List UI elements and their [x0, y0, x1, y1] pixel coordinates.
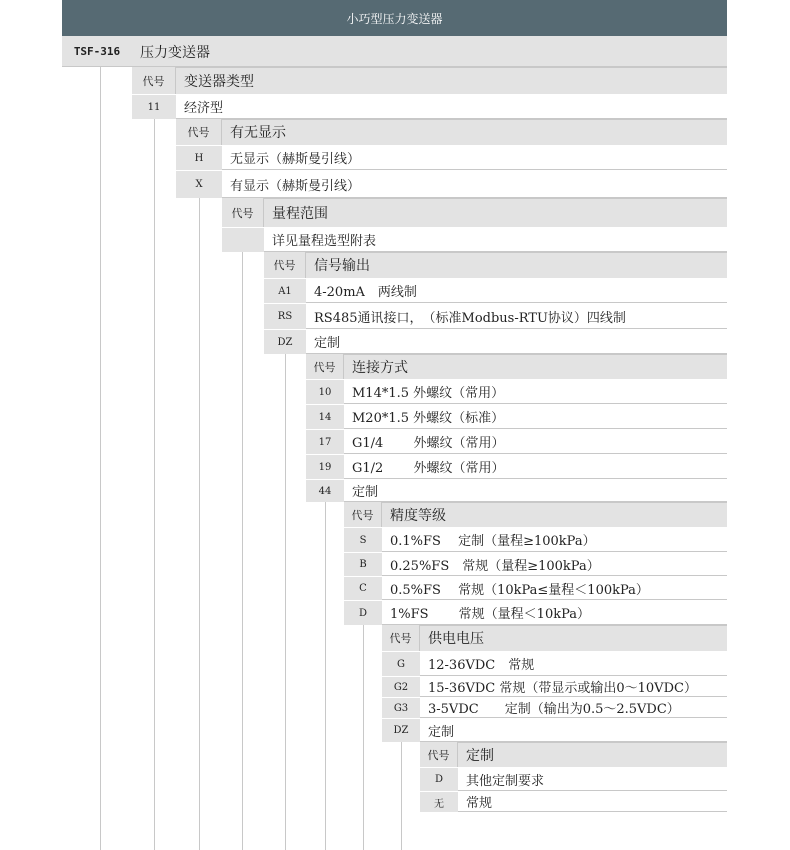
option-text: 定制 [428, 724, 455, 740]
option-code [222, 227, 264, 252]
tree-line [199, 198, 200, 850]
row-divider [222, 119, 727, 120]
section-code-header: 代号 [344, 502, 382, 527]
option-code: 17 [306, 429, 344, 454]
tree-line [401, 742, 402, 850]
option-text: 4-20mA 两线制 [314, 285, 417, 300]
option-text: 常规 [466, 796, 493, 811]
option-text: 1%FS 常规（量程＜10kPa） [390, 607, 591, 622]
option-code: 14 [306, 404, 344, 429]
option-text: M20*1.5 外螺纹（标准） [352, 411, 505, 426]
option-text: 12-36VDC 常规 [428, 658, 535, 673]
section-code-header: 代号 [420, 742, 458, 767]
option-code: 无 [420, 791, 458, 812]
section-title: 有无显示 [222, 119, 727, 145]
section-title: 变送器类型 [176, 67, 727, 94]
option-text: 无显示（赫斯曼引线） [230, 152, 361, 167]
option-code: X [176, 170, 222, 198]
option-code: DZ [264, 329, 306, 354]
option-text: RS485通讯接口， （标准Modbus-RTU协议）四线制 [314, 310, 626, 326]
row-divider [420, 625, 727, 626]
section-code-header: 代号 [176, 119, 222, 145]
section-code-header: 代号 [132, 67, 176, 94]
section-title: 精度等级 [382, 502, 727, 527]
option-text: 有显示（赫斯曼引线） [230, 178, 361, 194]
row-divider [264, 198, 727, 199]
option-code: B [344, 552, 382, 576]
option-code: G [382, 651, 420, 676]
section-title: 信号输出 [306, 252, 727, 278]
section-title: 供电电压 [420, 625, 727, 651]
option-text: 其他定制要求 [466, 773, 545, 789]
option-code: 44 [306, 479, 344, 502]
section-code-header: 代号 [264, 252, 306, 278]
option-text: 经济型 [184, 101, 224, 116]
option-code: DZ [382, 718, 420, 742]
option-code: G2 [382, 676, 420, 697]
tree-line [325, 502, 326, 850]
option-code: 11 [132, 94, 176, 119]
section-title: 连接方式 [344, 354, 727, 379]
option-code: RS [264, 303, 306, 329]
option-text: 0.25%FS 常规（量程≥100kPa） [390, 558, 600, 574]
option-code: D [420, 767, 458, 791]
option-text: 定制 [314, 336, 341, 351]
model-name-cell: 压力变送器 [132, 36, 727, 67]
option-code: H [176, 145, 222, 170]
option-text: 0.1%FS 定制（量程≥100kPa） [390, 534, 596, 549]
option-code: D [344, 600, 382, 625]
option-text: 15-36VDC 常规（带显示或输出0～10VDC） [428, 681, 697, 696]
tree-line [363, 625, 364, 850]
row-divider [62, 66, 727, 67]
option-code: G3 [382, 697, 420, 718]
option-code: 19 [306, 454, 344, 479]
option-code: A1 [264, 278, 306, 303]
page-title: 小巧型压力变送器 [62, 0, 727, 36]
option-code: 10 [306, 379, 344, 404]
option-text: 3-5VDC 定制（输出为0.5～2.5VDC） [428, 702, 680, 717]
row-divider [382, 502, 727, 503]
row-divider [176, 67, 727, 68]
tree-line [285, 354, 286, 850]
section-code-header: 代号 [306, 354, 344, 379]
row-divider [344, 354, 727, 355]
row-divider [458, 742, 727, 743]
row-divider [306, 252, 727, 253]
row-divider [458, 811, 727, 812]
option-text: 0.5%FS 常规（10kPa≤量程＜100kPa） [390, 582, 649, 598]
tree-line [154, 119, 155, 850]
option-code: S [344, 527, 382, 552]
section-code-header: 代号 [382, 625, 420, 651]
tree-line [242, 252, 243, 850]
option-text: 详见量程选型附表 [272, 234, 377, 249]
tree-line [100, 67, 101, 850]
option-code: C [344, 576, 382, 600]
option-text: M14*1.5 外螺纹（常用） [352, 386, 505, 401]
option-text: 定制 [352, 485, 379, 500]
section-title: 定制 [458, 742, 727, 767]
model-code-cell: TSF-316 [62, 36, 132, 67]
section-title: 量程范围 [264, 198, 727, 227]
option-text: G1/2 外螺纹（常用） [352, 461, 505, 476]
section-code-header: 代号 [222, 198, 264, 227]
option-text: G1/4 外螺纹（常用） [352, 436, 505, 451]
